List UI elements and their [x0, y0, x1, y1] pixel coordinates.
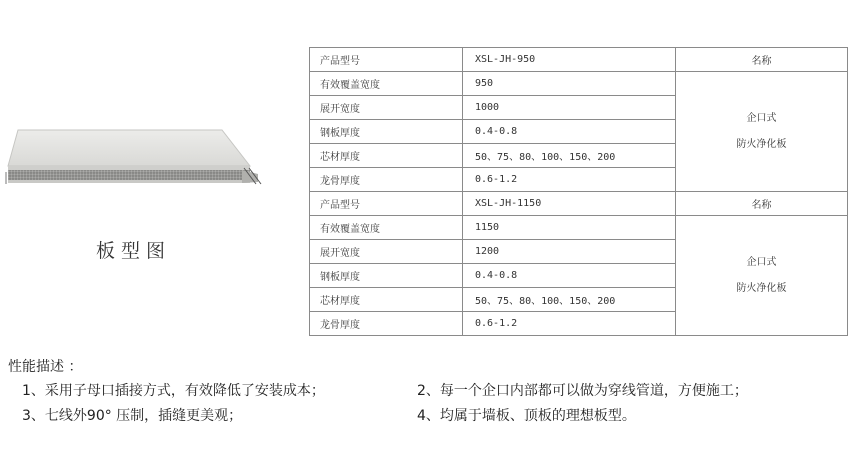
row-value: 0.6-1.2	[463, 312, 676, 336]
table-row	[310, 72, 848, 96]
row-value: XSL-JH-1150	[463, 192, 676, 216]
performance-item: 1、采用子母口插接方式，有效降低了安装成本；	[22, 383, 325, 399]
row-label: 有效覆盖宽度	[310, 216, 463, 240]
row-value: 950	[463, 72, 676, 96]
row-value: 0.4-0.8	[463, 264, 676, 288]
row-value: 0.4-0.8	[463, 120, 676, 144]
spec-table-1150	[309, 191, 848, 336]
row-label: 龙骨厚度	[310, 168, 463, 192]
row-label: 钢板厚度	[310, 264, 463, 288]
name-cell	[676, 72, 848, 192]
row-label: 有效覆盖宽度	[310, 72, 463, 96]
row-label: 芯材厚度	[310, 288, 463, 312]
row-label: 芯材厚度	[310, 144, 463, 168]
performance-item: 3、七线外90° 压制，插缝更美观；	[22, 408, 243, 424]
row-value: 1200	[463, 240, 676, 264]
table-row	[310, 192, 848, 216]
performance-item: 4、均属于墙板、顶板的理想板型。	[417, 408, 636, 424]
row-value: 50、75、80、100、150、200	[463, 144, 676, 168]
spec-table-950	[309, 47, 848, 192]
row-label: 展开宽度	[310, 240, 463, 264]
row-value: 1000	[463, 96, 676, 120]
spec-tables	[309, 47, 847, 336]
figure-caption: 板型图	[96, 240, 172, 262]
performance-row	[6, 379, 856, 404]
performance-section	[6, 355, 856, 429]
performance-row	[6, 404, 856, 429]
row-label: 产品型号	[310, 192, 463, 216]
name-line: 企口式	[746, 112, 777, 124]
table-row	[310, 216, 848, 240]
row-value: 1150	[463, 216, 676, 240]
name-line: 防火净化板	[736, 282, 787, 294]
row-value: XSL-JH-950	[463, 48, 676, 72]
performance-title: 性能描述 ：	[8, 359, 83, 375]
name-header: 名称	[676, 48, 848, 72]
name-header: 名称	[676, 192, 848, 216]
name-cell	[676, 216, 848, 336]
row-label: 产品型号	[310, 48, 463, 72]
name-line: 企口式	[746, 256, 777, 268]
performance-item: 2、每一个企口内部都可以做为穿线管道，方便施工；	[417, 383, 748, 399]
row-label: 龙骨厚度	[310, 312, 463, 336]
row-value: 0.6-1.2	[463, 168, 676, 192]
row-value: 50、75、80、100、150、200	[463, 288, 676, 312]
panel-illustration	[0, 112, 262, 202]
name-line: 防火净化板	[736, 138, 787, 150]
table-row	[310, 48, 848, 72]
row-label: 展开宽度	[310, 96, 463, 120]
row-label: 钢板厚度	[310, 120, 463, 144]
